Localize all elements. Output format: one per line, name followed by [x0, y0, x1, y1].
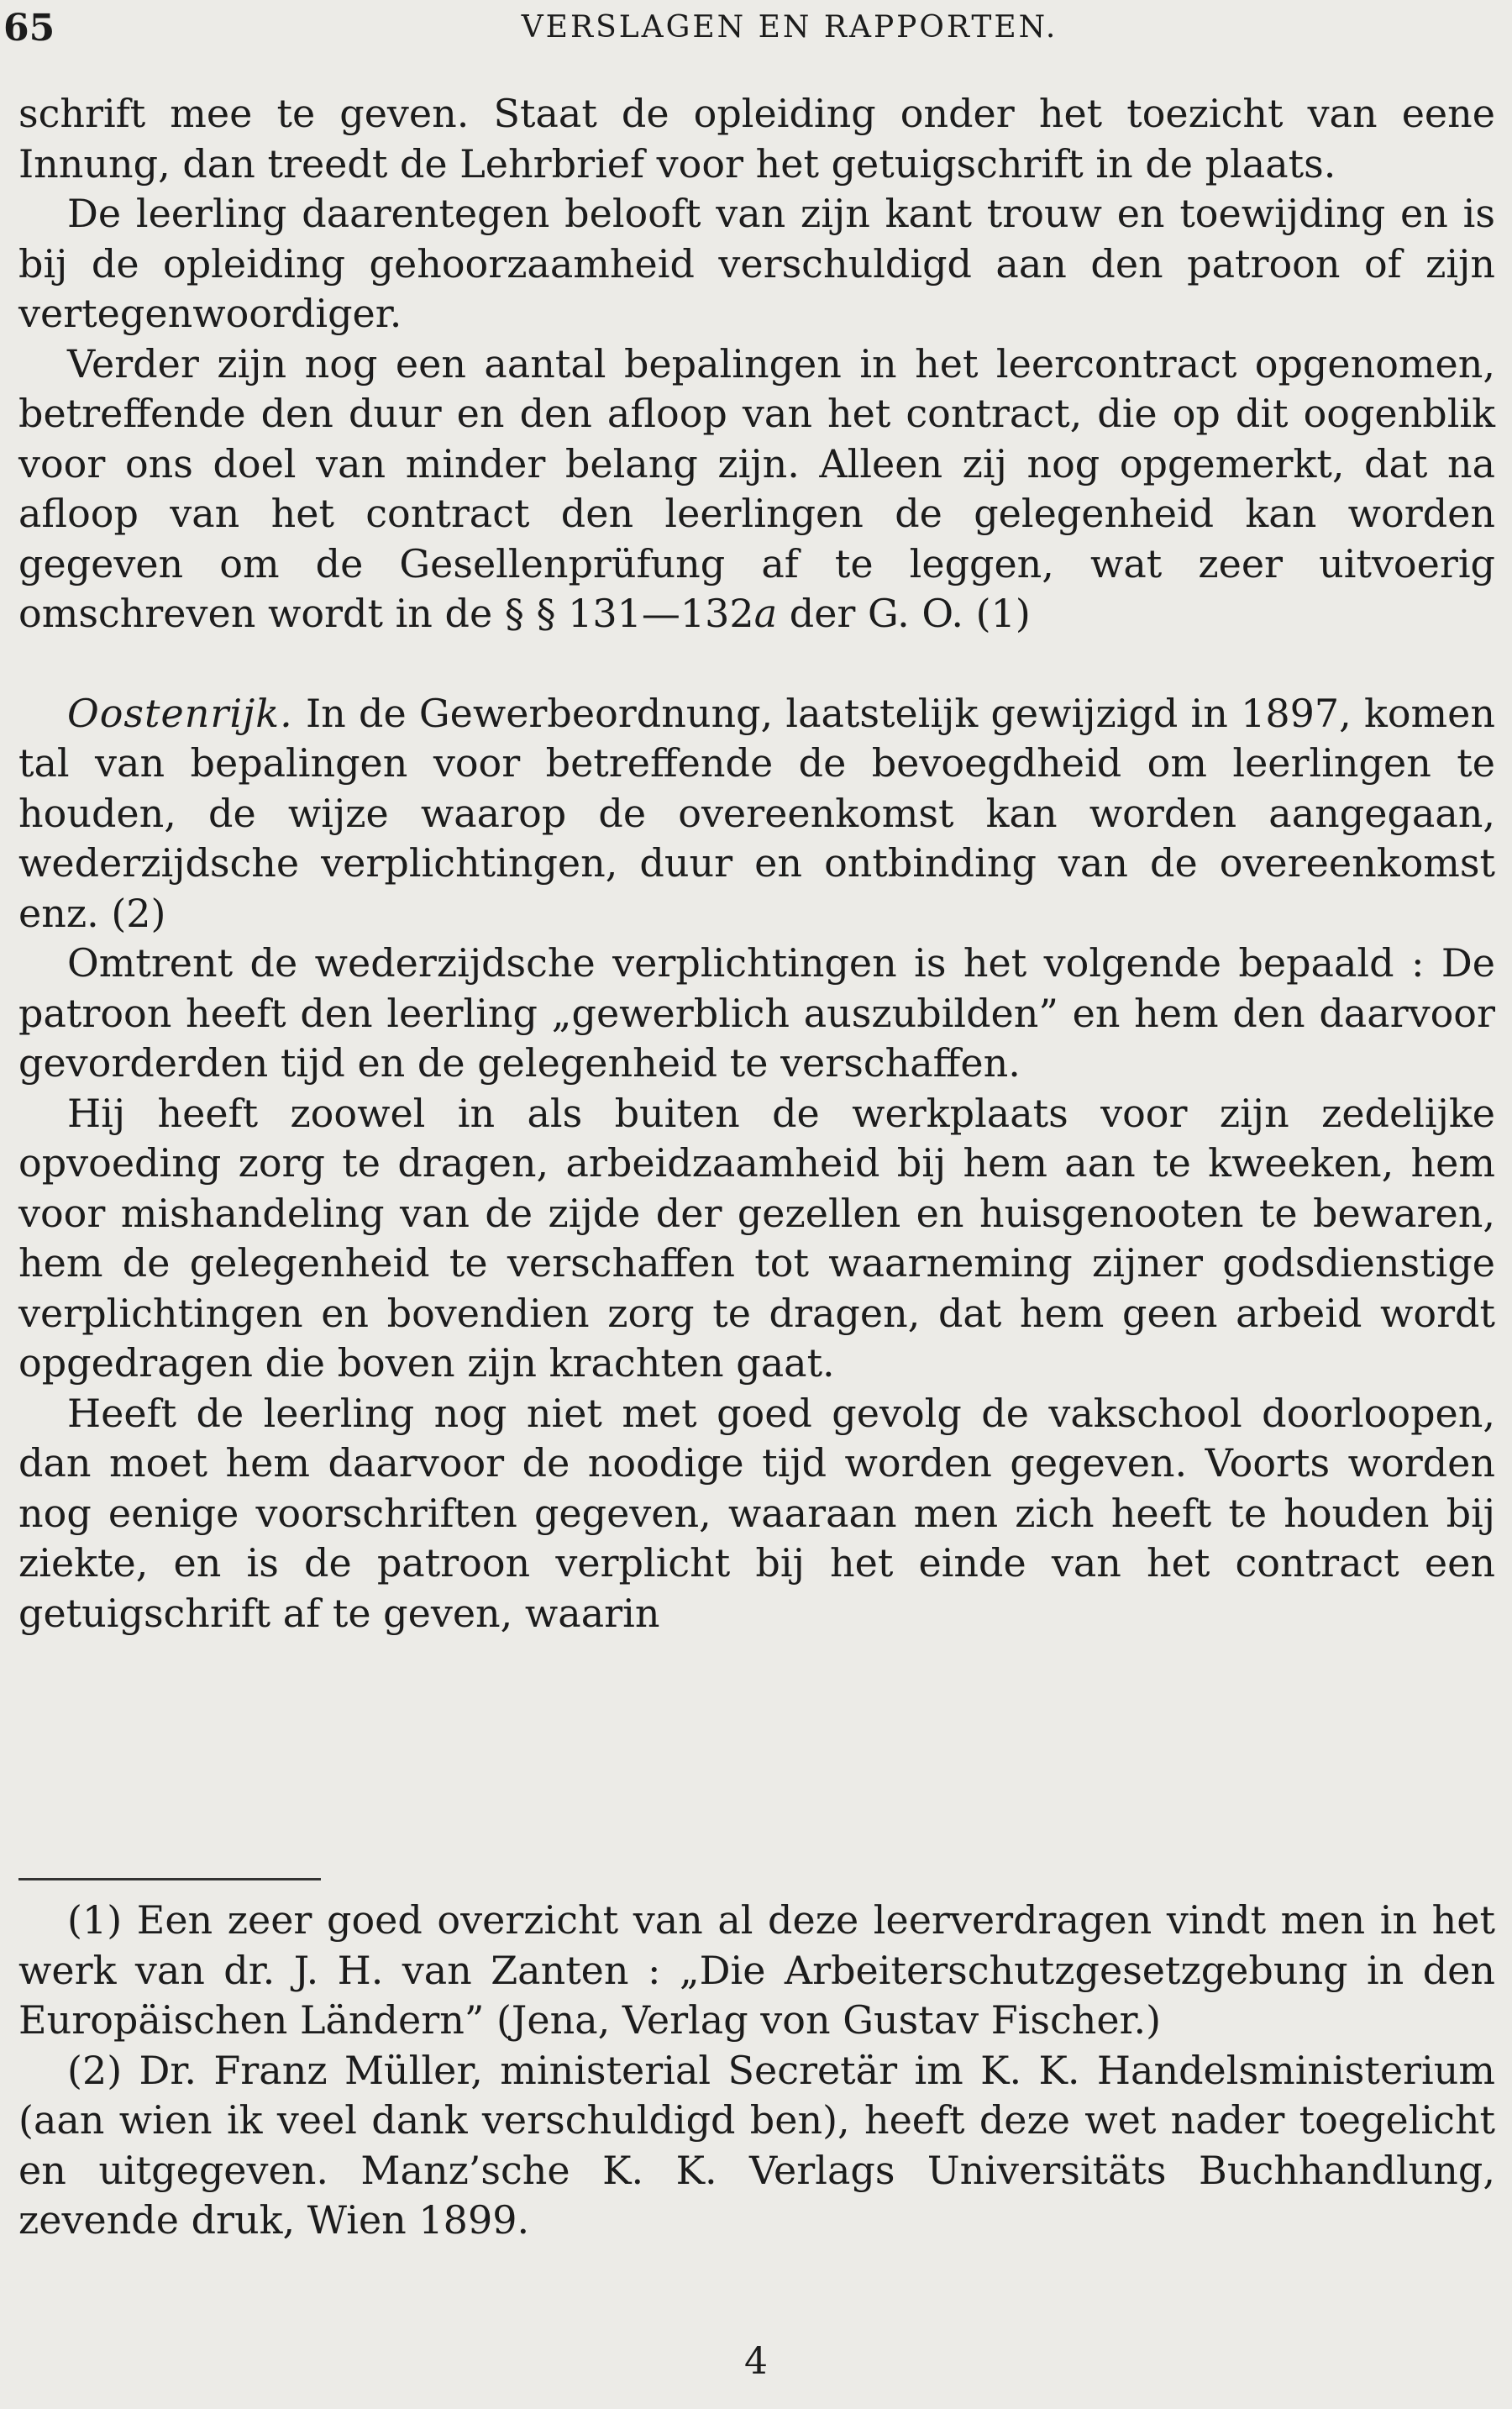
paragraph-section-austria [18, 689, 1495, 939]
paragraph: Hij heeft zoowel in als buiten de werkplaats voor zijn zedelijke opvoeding zorg te dragen, arbeidzaamheid bij hem aan te kweeken, hem voor mishandeling van de zijde der gezellen en huisgenooten te bewaren, hem de gelegenheid te verschaffen tot waarneming zijner godsdienstige verplichtingen en bovendien zorg te dragen, dat hem geen arbeid wordt opgedragen die boven zijn krachten gaat. [18, 1090, 1495, 1386]
paragraph: schrift mee te geven. Staat de opleiding onder het toezicht van eene Innung, dan treedt de Lehrbrief voor het getuigschrift in de plaats. [18, 91, 1495, 187]
paragraph-text: der G. O. (1) [777, 591, 1031, 636]
paragraph-text: In de Gewerbeordnung, laatstelijk gewijzigd in 1897, komen tal van bepalingen voor betreffende de bevoegdheid om leerlingen te houden, de wijze waarop de overeenkomst kan worden aangegaan, wederzijdsche verplichtingen, duur en ontbinding van de overeenkomst enz. (2) [18, 690, 1495, 936]
paragraph: Omtrent de wederzijdsche verplichtingen is het volgende bepaald : De patroon heeft den leerling „gewerblich auszubilden” en hem den daarvoor gevorderden tijd en de gelegenheid te verschaffen. [18, 940, 1495, 1086]
paragraph: Heeft de leerling nog niet met goed gevolg de vakschool doorloopen, dan moet hem daarvoor de noodige tijd worden gegeven. Voorts worden nog eenige voorschriften gegeven, waaraan men zich heeft te houden bij ziekte, en is de patroon verplicht bij het einde van het contract een getuigschrift af te geven, waarin [18, 1390, 1495, 1636]
paragraph: De leerling daarentegen belooft van zijn kant trouw en toewijding en is bij de opleiding gehoorzaamheid verschuldigd aan den patroon of zijn vertegenwoordiger. [18, 191, 1495, 336]
signature-mark: 4 [744, 2340, 768, 2383]
running-title: VERSLAGEN EN RAPPORTEN. [521, 10, 1058, 45]
footnote-2: (2) Dr. Franz Müller, ministerial Secretär im K. K. Handelsministerium (aan wien ik veel dank verschuldigd ben), heeft deze wet nader toegelicht en uitgegeven. Manz’sche K. K. Verlags Universitäts Buchhandlung, zevende druk, Wien 1899. [18, 2047, 1495, 2243]
section-heading-place: Oostenrijk. [67, 690, 293, 736]
body-text [18, 89, 1495, 1638]
paragraph [18, 339, 1495, 639]
paragraph-italic: a [753, 591, 778, 636]
footnote-1: (1) Een zeer goed overzicht van al deze leerverdragen vindt men in het werk van dr. J. H. van Zanten : „Die Arbeiterschutzgesetzgebung in den Europäischen Ländern” (Jena, Verlag von Gustav Fischer.) [18, 1897, 1495, 2043]
paragraph-text: Verder zijn nog een aantal bepalingen in het leercontract opgenomen, betreffende den duur en den afloop van het contract, die op dit oogenblik voor ons doel van minder belang zijn. Alleen zij nog opgemerkt, dat na afloop van het contract den leerlingen de gelegenheid kan worden gegeven om de Gesellenprüfung af te leggen, wat zeer uitvoerig omschreven wordt in de § § 131—132 [18, 340, 1495, 636]
page-number: 65 [3, 7, 55, 50]
footnote-divider [18, 1878, 321, 1880]
running-head [0, 7, 1512, 49]
footnotes [18, 1896, 1495, 2246]
